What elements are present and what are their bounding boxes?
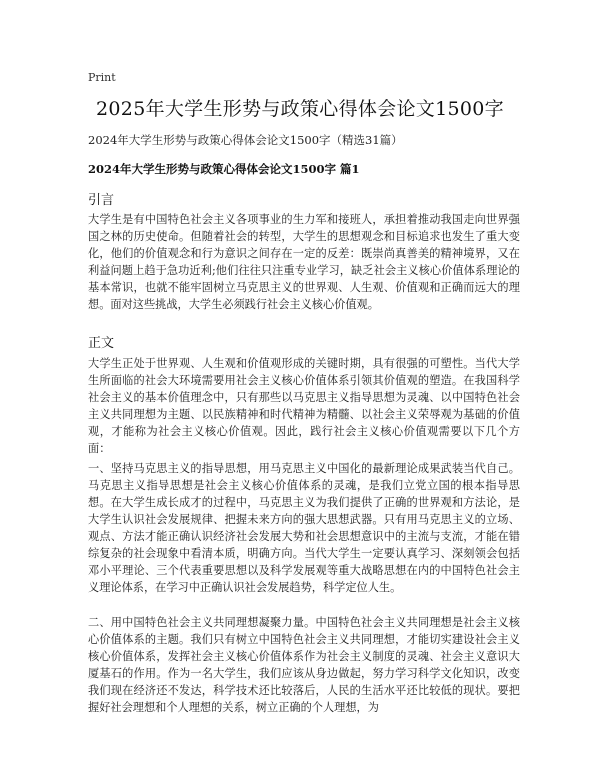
body-paragraph-2: 一、坚持马克思主义的指导思想，用马克思主义中国化的最新理论成果武装当代自己。马克思主义指导思想是社会主义核心价值体系的灵魂，是我们立党立国的根本指导思想。在大学生成长成才的过程中，马克思主义为我们提供了正确的世界观和方法论，是大学生认识社会发展规律、把握未来方向的强大思想武器。只有用马克思主义的立场、观点、方法才能正确认识经济社会发展大势和社会思想意识中的主流与支流，才能在错综复杂的社会现象中看清本质，明确方向。当代大学生一定要认真学习、深刻领会包括邓小平理论、三个代表重要思想以及科学发展观等重大战略思想在内的中国特色社会主义理论体系，在学习中正确认识社会发展趋势，科学定位人生。 bbox=[88, 462, 520, 594]
body-paragraph-1: 大学生正处于世界观、人生观和价值观形成的关键时期，具有很强的可塑性。当代大学生所面临的社会大环境需要用社会主义核心价值体系引领其价值观的塑造。在我国科学社会主义的基本价值理念中，只有那些以马克思主义指导思想为灵魂、以中国特色社会主义共同理想为主题、以民族精神和时代精神为精髓、以社会主义荣辱观为基础的价值观，才能称为社会主义核心价值观。因此，践行社会主义核心价值观需要以下几个方面： bbox=[88, 357, 520, 455]
section-heading-body: 正文 bbox=[88, 336, 115, 351]
body-paragraph-3: 二、用中国特色社会主义共同理想凝聚力量。中国特色社会主义共同理想是社会主义核心价值体系的主题。我们只有树立中国特色社会主义共同理想，才能切实建设社会主义核心价值体系，发挥社会主义核心价值体系作为社会主义制度的灵魂、社会主义意识大厦基石的作用。作为一名大学生，我们应该从身边做起，努力学习科学文化知识，改变我们现在经济还不发达，科学技术还比较落后，人民的生活水平还比较低的现状。要把握好社会理想和个人理想的关系，树立正确的个人理想，为 bbox=[88, 616, 520, 714]
chapter-title: 2024年大学生形势与政策心得体会论文1500字 篇1 bbox=[88, 162, 360, 176]
intro-paragraph: 大学生是有中国特色社会主义各项事业的生力军和接班人，承担着推动我国走向世界强国之林的历史使命。但随着社会的转型，大学生的思想观念和目标追求也发生了重大变化，他们的价值观念和行为意识之间存在一定的反差：既崇尚真善美的精神境界，又在利益问题上趋于急功近利;他们往往只注重专业学习，缺乏社会主义核心价值体系理论的基本常识，也就不能牢固树立马克思主义的世界观、人生观、价值观和正确而远大的理想。面对这些挑战，大学生必须践行社会主义核心价值观。 bbox=[88, 213, 520, 311]
section-heading-intro: 引言 bbox=[88, 193, 115, 208]
print-link[interactable]: Print bbox=[88, 71, 116, 84]
page-title: 2025年大学生形势与政策心得体会论文1500字 bbox=[96, 98, 504, 120]
document-subtitle: 2024年大学生形势与政策心得体会论文1500字（精选31篇） bbox=[88, 133, 403, 147]
